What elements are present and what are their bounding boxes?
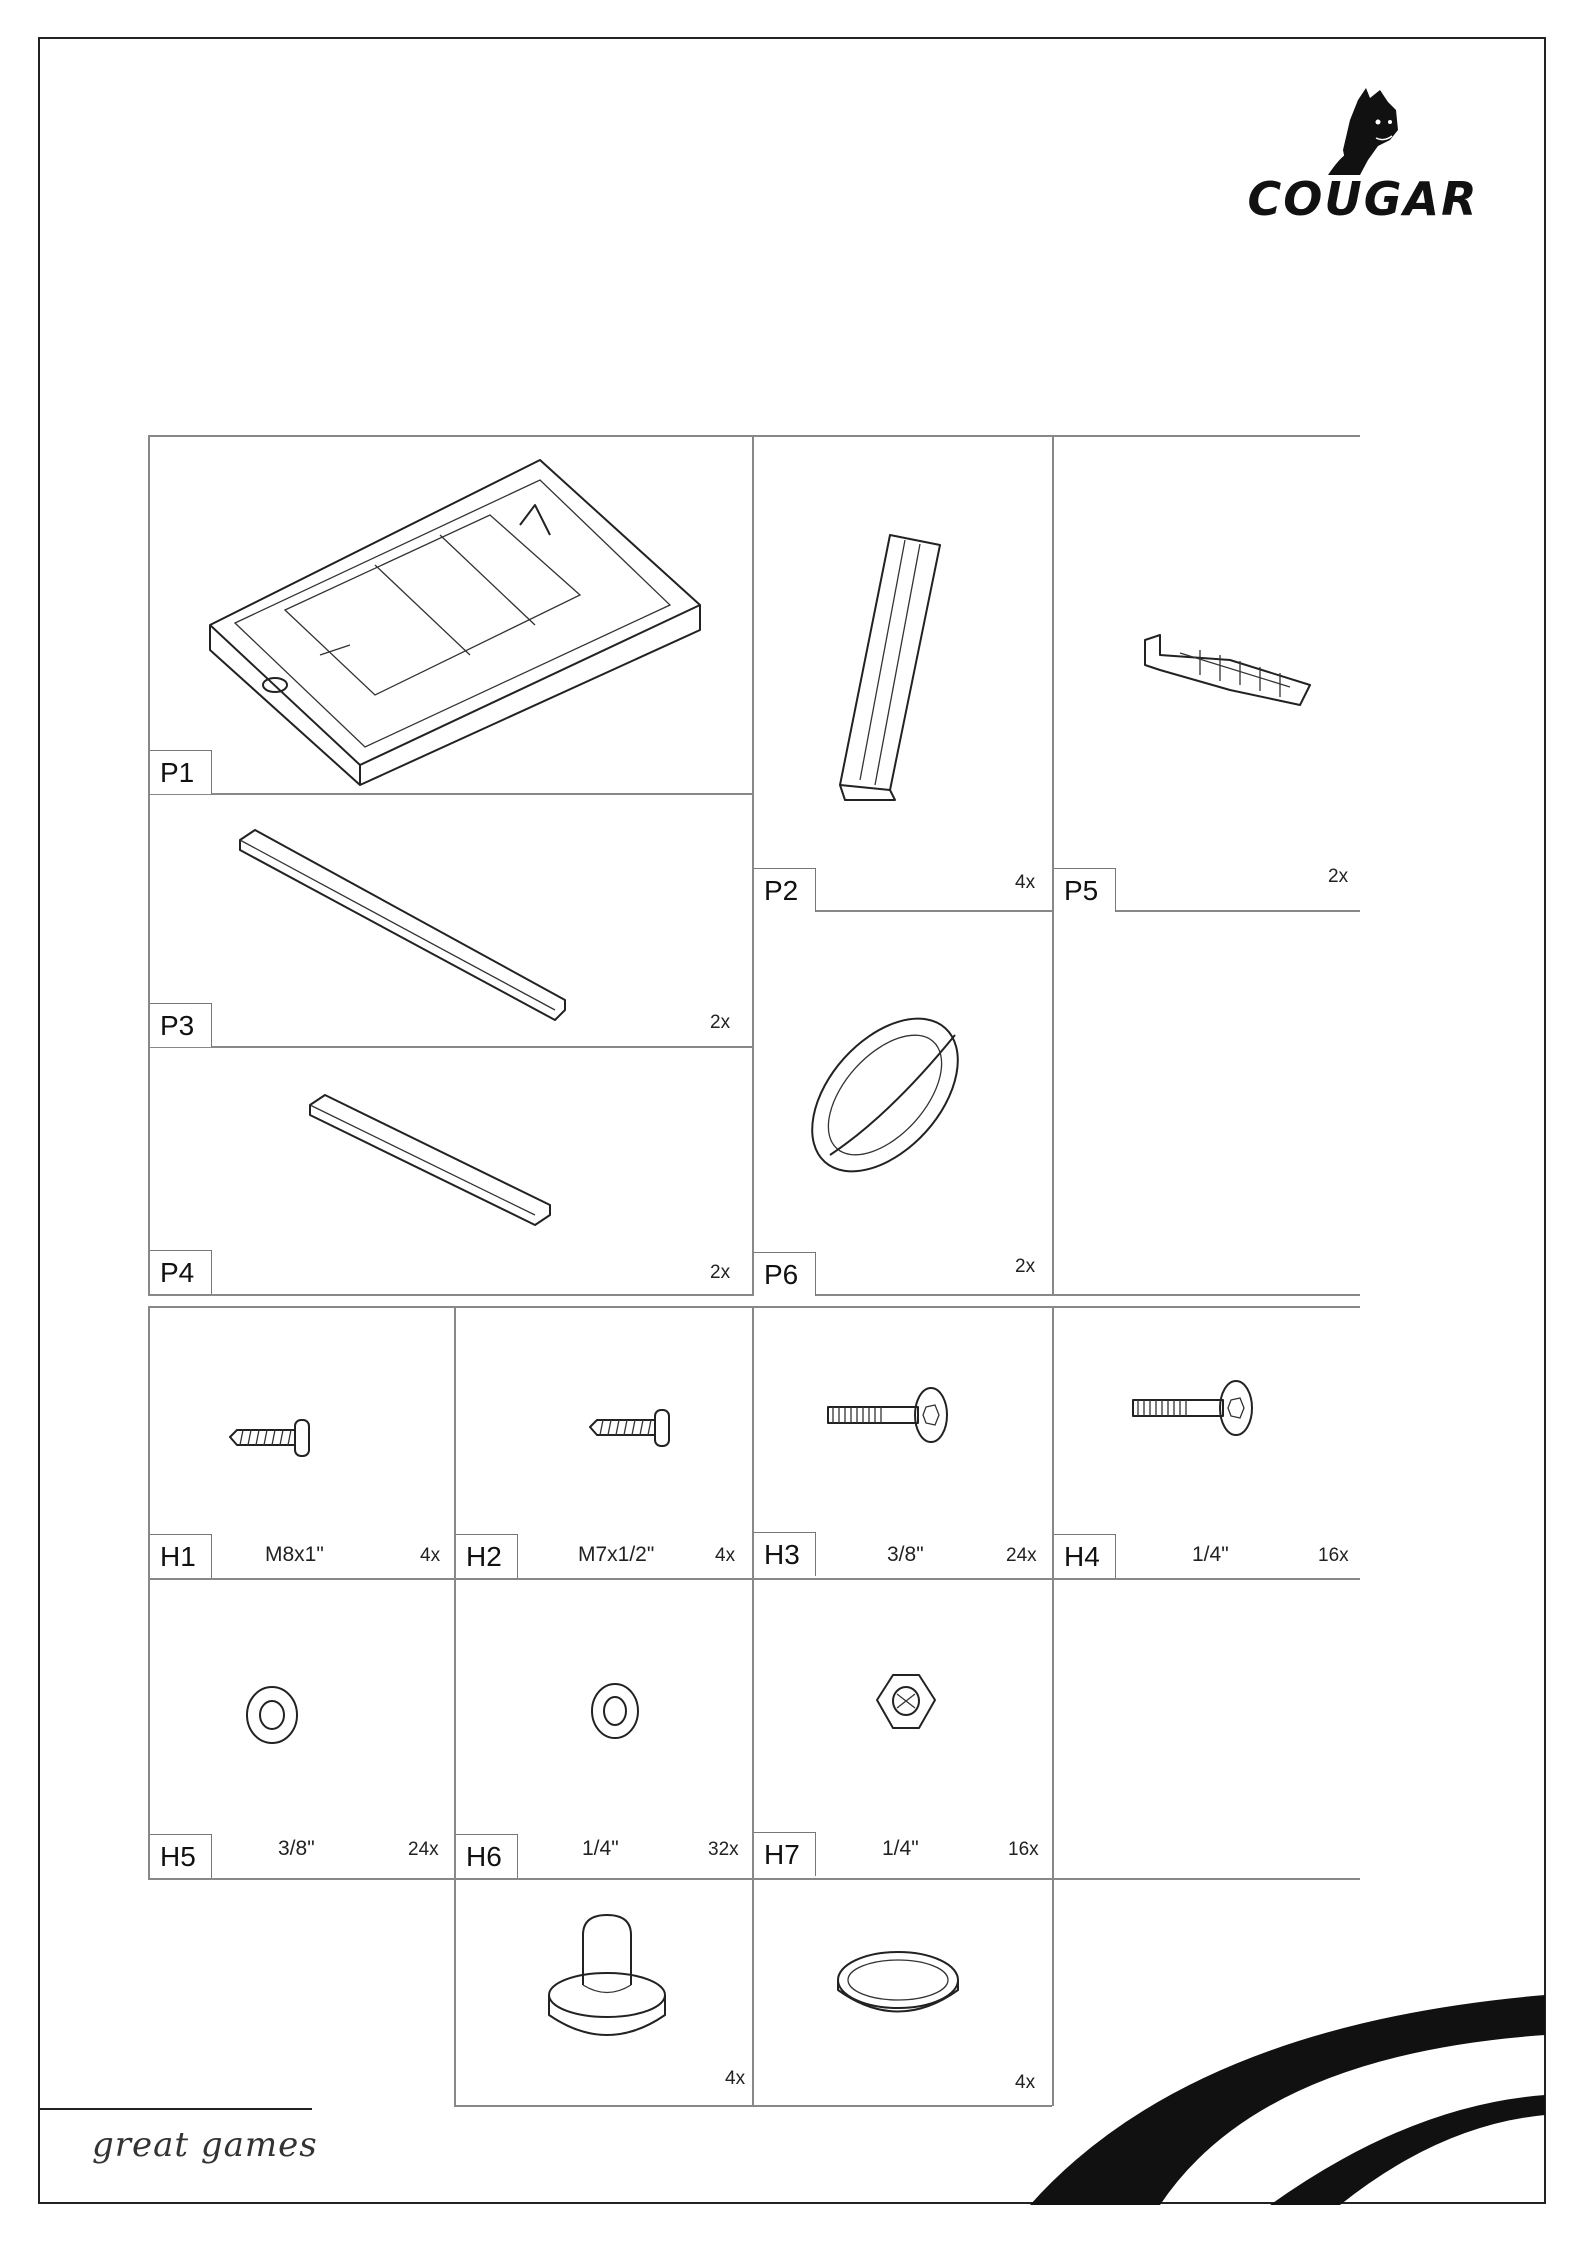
hardware-spec-h5: 3/8" (278, 1837, 315, 1860)
hardware-spec-h6: 1/4" (582, 1837, 619, 1860)
hardware-spec-h1: M8x1" (265, 1543, 324, 1566)
part-tag-p5: P5 (1054, 868, 1116, 912)
hardware-tag-h1: H1 (150, 1534, 212, 1578)
grid-line (752, 1306, 754, 2106)
hardware-spec-h3: 3/8" (887, 1543, 924, 1566)
hardware-h2-screw-drawing (585, 1405, 675, 1450)
grid-line (148, 1578, 1360, 1580)
brand-logo (1228, 80, 1498, 230)
grid-line (148, 793, 752, 795)
grid-line (148, 435, 1360, 437)
grid-line (148, 1046, 752, 1048)
part-tag-p3: P3 (150, 1003, 212, 1047)
hardware-h5-washer-drawing (242, 1683, 302, 1748)
hardware-h3-bolt-drawing (823, 1385, 953, 1445)
hardware-tag-h7: H7 (754, 1832, 816, 1876)
hardware-qty-h2: 4x (715, 1545, 736, 1566)
accessory-qty-puck: 4x (1015, 2072, 1036, 2093)
footer-swoosh-decoration (1010, 1985, 1548, 2205)
cougar-head-icon (1228, 80, 1498, 180)
accessory-qty-pusher: 4x (725, 2068, 746, 2089)
hardware-spec-h7: 1/4" (882, 1837, 919, 1860)
part-p5-scorer-drawing (1140, 625, 1320, 715)
hardware-tag-h6: H6 (456, 1834, 518, 1878)
grid-line (148, 1306, 150, 1878)
part-p1-table-body-drawing (190, 455, 710, 775)
grid-line (148, 1306, 1360, 1308)
hardware-tag-h3: H3 (754, 1532, 816, 1576)
brand-name: COUGAR (1247, 172, 1479, 226)
part-qty-p4: 2x (710, 1262, 731, 1283)
part-qty-p6: 2x (1015, 1256, 1036, 1277)
hardware-spec-h4: 1/4" (1192, 1543, 1229, 1566)
grid-line (148, 435, 150, 1295)
grid-line (454, 1306, 456, 2106)
footer-rule (38, 2108, 312, 2110)
part-qty-p5: 2x (1328, 866, 1349, 887)
hardware-spec-h2: M7x1/2" (578, 1543, 655, 1566)
part-p2-leg-drawing (820, 530, 970, 800)
hardware-qty-h7: 16x (1008, 1839, 1039, 1860)
hardware-qty-h4: 16x (1318, 1545, 1349, 1566)
accessory-puck-drawing (833, 1945, 963, 2025)
part-tag-p4: P4 (150, 1250, 212, 1294)
grid-line (1052, 435, 1054, 1295)
accessory-pusher-drawing (545, 1910, 675, 2045)
hardware-qty-h6: 32x (708, 1839, 739, 1860)
part-p3-rail-drawing (235, 825, 575, 1025)
hardware-tag-h5: H5 (150, 1834, 212, 1878)
hardware-qty-h5: 24x (408, 1839, 439, 1860)
hardware-h4-bolt-drawing (1128, 1378, 1258, 1438)
part-p6-goal-drawing (790, 995, 980, 1195)
grid-line (454, 2105, 1052, 2107)
part-tag-p1: P1 (150, 750, 212, 794)
hardware-qty-h3: 24x (1006, 1545, 1037, 1566)
part-qty-p2: 4x (1015, 872, 1036, 893)
hardware-tag-h4: H4 (1054, 1534, 1116, 1578)
hardware-h6-washer-drawing (587, 1680, 643, 1742)
part-tag-p6: P6 (754, 1252, 816, 1296)
hardware-h1-screw-drawing (225, 1415, 315, 1460)
brand-tagline: great games (92, 2125, 318, 2165)
part-tag-p2: P2 (754, 868, 816, 912)
hardware-tag-h2: H2 (456, 1534, 518, 1578)
part-p4-rail-drawing (305, 1090, 555, 1230)
grid-line (752, 435, 754, 1295)
part-qty-p3: 2x (710, 1012, 731, 1033)
grid-line (148, 1878, 1360, 1880)
hardware-qty-h1: 4x (420, 1545, 441, 1566)
hardware-h7-nut-drawing (873, 1670, 939, 1736)
